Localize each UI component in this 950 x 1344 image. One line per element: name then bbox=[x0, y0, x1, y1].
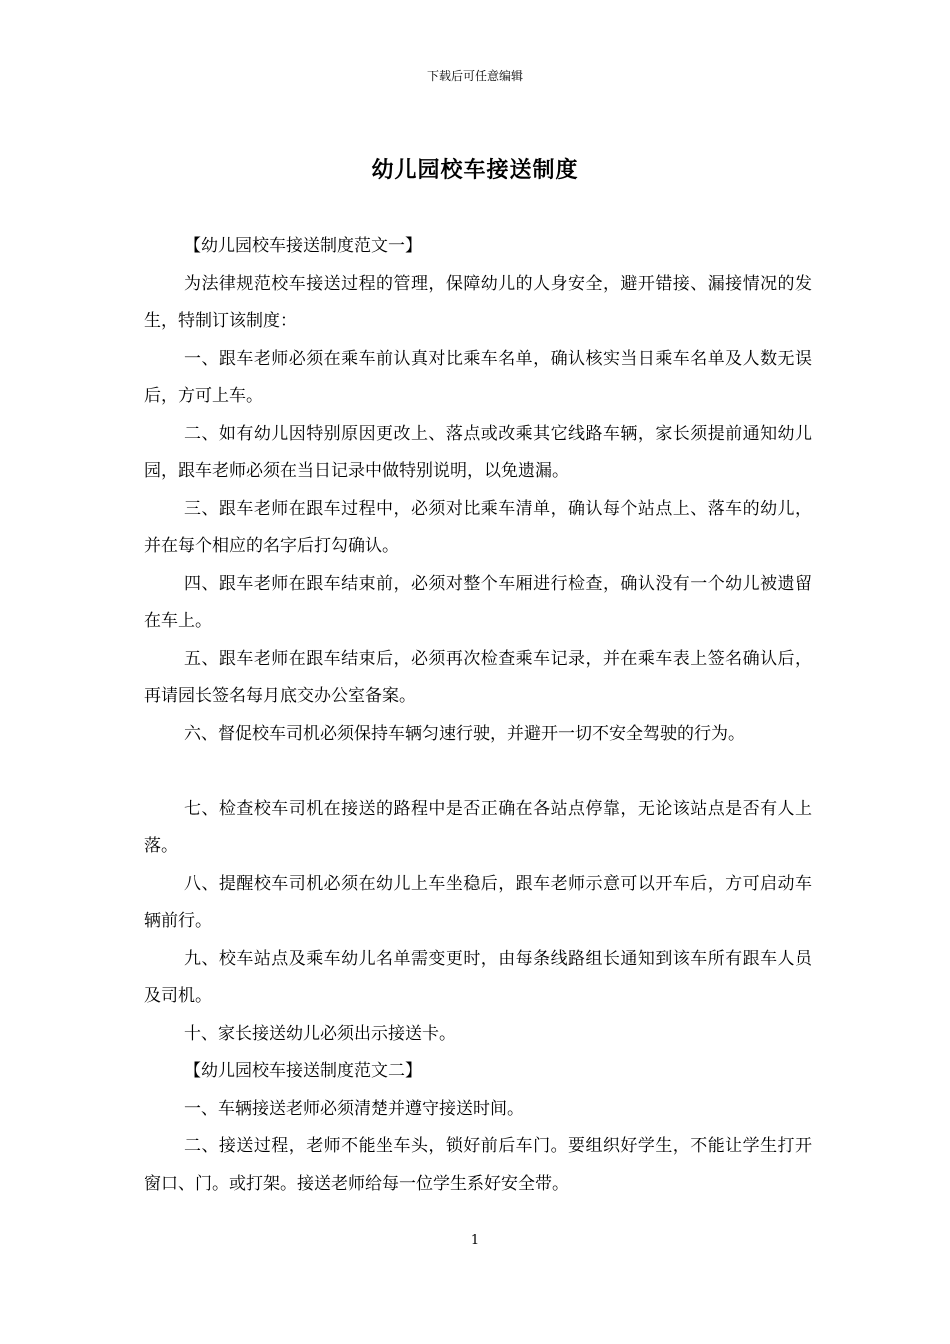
rule-1: 一、跟车老师必须在乘车前认真对比乘车名单，确认核实当日乘车名单及人数无误后，方可上车。 bbox=[144, 348, 812, 406]
blank-line bbox=[144, 753, 812, 791]
document-title: 幼儿园校车接送制度 bbox=[371, 157, 579, 183]
section-heading-2: 【幼儿园校车接送制度范文二】 bbox=[184, 1061, 422, 1081]
rule-6: 六、督促校车司机必须保持车辆匀速行驶，并避开一切不安全驾驶的行为。 bbox=[184, 723, 745, 744]
page-number: 1 bbox=[470, 1233, 480, 1248]
rule-8: 八、提醒校车司机必须在幼儿上车坐稳后，跟车老师示意可以开车后，方可启动车辆前行。 bbox=[144, 873, 812, 931]
rule-3: 三、跟车老师在跟车过程中，必须对比乘车清单，确认每个站点上、落车的幼儿，并在每个相应的名字后打勾确认。 bbox=[144, 498, 812, 556]
rule-7: 七、检查校车司机在接送的路程中是否正确在各站点停靠，无论该站点是否有人上落。 bbox=[144, 798, 812, 856]
rule-2: 二、如有幼儿因特别原因更改上、落点或改乘其它线路车辆，家长须提前通知幼儿园，跟车老师必须在当日记录中做特别说明，以免遗漏。 bbox=[144, 423, 812, 481]
rule-2-2: 二、接送过程，老师不能坐车头，锁好前后车门。要组织好学生，不能让学生打开窗口、门。或打架。接送老师给每一位学生系好安全带。 bbox=[144, 1136, 812, 1194]
rule-5: 五、跟车老师在跟车结束后，必须再次检查乘车记录，并在乘车表上签名确认后，再请园长签名每月底交办公室备案。 bbox=[144, 648, 812, 706]
page-header: 下载后可任意编辑 bbox=[426, 69, 523, 83]
intro-paragraph: 为法律规范校车接送过程的管理，保障幼儿的人身安全，避开错接、漏接情况的发生，特制订该制度： bbox=[144, 273, 812, 331]
rule-10: 十、家长接送幼儿必须出示接送卡。 bbox=[184, 1023, 456, 1044]
section-heading-1: 【幼儿园校车接送制度范文一】 bbox=[184, 236, 422, 256]
rule-9: 九、校车站点及乘车幼儿名单需变更时，由每条线路组长通知到该车所有跟车人员及司机。 bbox=[144, 948, 812, 1006]
rule-2-1: 一、车辆接送老师必须清楚并遵守接送时间。 bbox=[184, 1098, 524, 1119]
document-body bbox=[144, 228, 812, 1203]
rule-4: 四、跟车老师在跟车结束前，必须对整个车厢进行检查，确认没有一个幼儿被遗留在车上。 bbox=[144, 573, 812, 631]
